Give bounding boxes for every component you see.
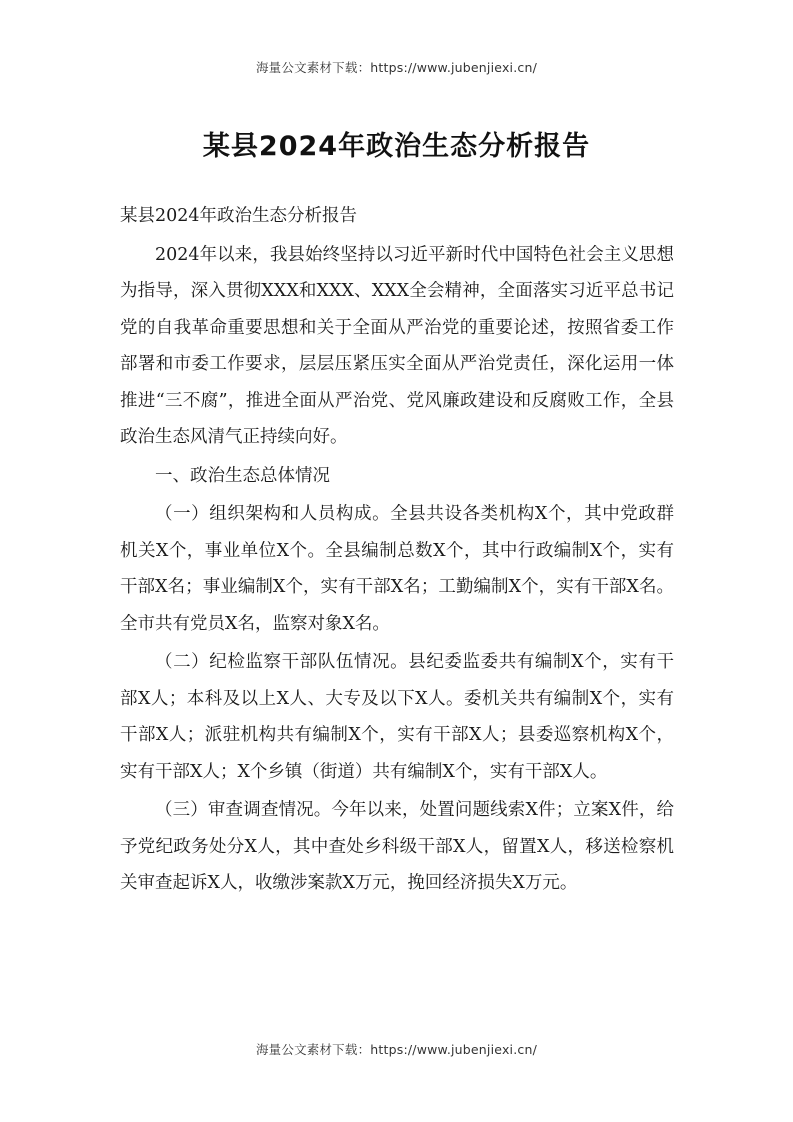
document-subtitle: 某县2024年政治生态分析报告 — [120, 206, 358, 226]
paragraph-discipline-team: （二）纪检监察干部队伍情况。县纪委监委共有编制X个，实有干部X人；本科及以上X人、大专及以下X人。委机关共有编制X个，实有干部X人；派驻机构共有编制X个，实有干部X人；县委巡察机构X个，实有干部X人；X个乡镇（街道）共有编制X个，实有干部X人。 — [120, 652, 674, 782]
page-header: 海量公文素材下载：https://www.jubenjiexi.cn/ — [255, 60, 537, 75]
paragraph-intro: 2024年以来，我县始终坚持以习近平新时代中国特色社会主义思想为指导，深入贯彻XXX和XXX、XXX全会精神，全面落实习近平总书记党的自我革命重要思想和关于全面从严治党的重要论述，按照省委工作部署和市委工作要求，层层压紧压实全面从严治党责任，深化运用一体推进“三不腐”，推进全面从严治党、党风廉政建设和反腐败工作，全县政治生态风清气正持续向好。 — [120, 244, 674, 447]
paragraph-investigation: （三）审查调查情况。今年以来，处置问题线索X件；立案X件，给予党纪政务处分X人，其中查处乡科级干部X人，留置X人，移送检察机关审查起诉X人，收缴涉案款X万元，挽回经济损失X万元。 — [120, 800, 674, 893]
paragraph-organization: （一）组织架构和人员构成。全县共设各类机构X个，其中党政群机关X个，事业单位X个。全县编制总数X个，其中行政编制X个，实有干部X名；事业编制X个，实有干部X名；工勤编制X个，实有干部X名。全市共有党员X名，监察对象X名。 — [120, 504, 674, 634]
page-footer: 海量公文素材下载：https://www.jubenjiexi.cn/ — [255, 1042, 537, 1057]
document-title: 某县2024年政治生态分析报告 — [202, 131, 591, 162]
document-body — [120, 198, 674, 902]
section-heading-1: 一、政治生态总体情况 — [155, 465, 330, 486]
